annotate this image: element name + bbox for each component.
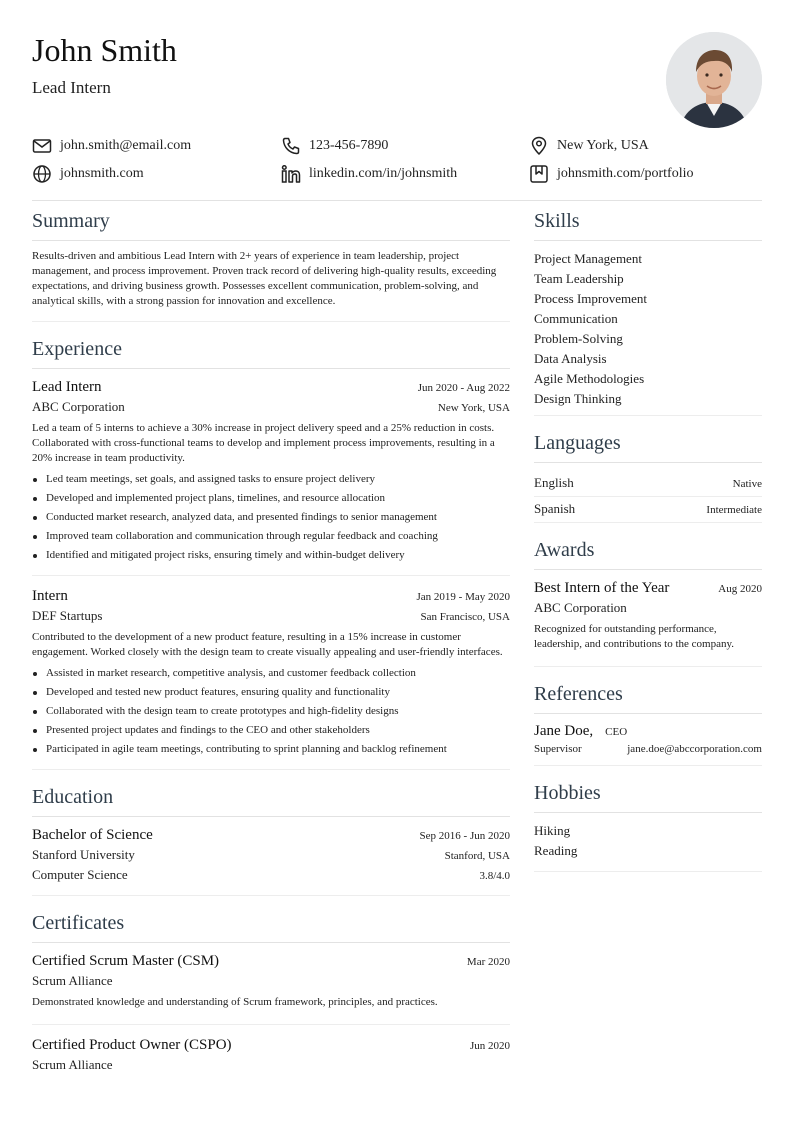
contact-linkedin-text: linkedin.com/in/johnsmith xyxy=(309,166,458,181)
contact-website[interactable] xyxy=(32,162,144,186)
education-location: Stanford, USA xyxy=(444,850,510,862)
linkedin-icon xyxy=(281,164,301,184)
job-bullets xyxy=(32,470,510,565)
mail-icon xyxy=(32,136,52,156)
certificate-date: Mar 2020 xyxy=(466,956,510,968)
certificate-issuer: Scrum Alliance xyxy=(32,973,113,988)
contact-email-text: john.smith@email.com xyxy=(60,138,192,153)
job-description: Led a team of 5 interns to achieve a 30% increase in project delivery speed and a 25% reduction in costs. Collaborated with cross-functional teams to develop and implement process improvements, resulting in a 20% increase in team productivity. xyxy=(32,422,495,464)
contact-phone-text: 123-456-7890 xyxy=(309,138,389,153)
certificate-name: Certified Scrum Master (CSM) xyxy=(32,953,220,969)
reference-role: CEO xyxy=(605,726,628,738)
education-item xyxy=(32,825,510,896)
job-bullet: Conducted market research, analyzed data, and presented findings to senior management xyxy=(32,508,510,527)
job-bullet: Developed and implemented project plans, timelines, and resource allocation xyxy=(32,489,510,508)
profile-photo xyxy=(666,32,762,128)
hobby-item: Reading xyxy=(534,843,578,858)
job-location: New York, USA xyxy=(437,402,510,414)
certificate-name: Certified Product Owner (CSPO) xyxy=(32,1037,232,1053)
certificate-item xyxy=(32,951,510,1025)
certificates-heading: Certificates xyxy=(32,910,510,943)
awards-heading: Awards xyxy=(534,537,762,570)
references-heading: References xyxy=(534,681,762,714)
skills-section xyxy=(534,208,762,416)
reference-item xyxy=(534,722,762,766)
job-location: San Francisco, USA xyxy=(420,611,510,623)
job-dates: Jan 2019 - May 2020 xyxy=(416,591,510,603)
experience-item xyxy=(32,586,510,770)
certificates-section xyxy=(32,910,510,1085)
right-column xyxy=(534,208,762,886)
skill-item: Communication xyxy=(534,311,618,326)
award-item xyxy=(534,578,762,667)
experience-heading: Experience xyxy=(32,336,510,369)
job-bullet: Assisted in market research, competitive analysis, and customer feedback collection xyxy=(32,664,510,683)
header-divider xyxy=(32,200,762,201)
certificate-item xyxy=(32,1035,510,1085)
awards-section xyxy=(534,537,762,667)
skills-divider xyxy=(534,415,762,416)
contact-portfolio-text: johnsmith.com/portfolio xyxy=(557,166,694,181)
contact-website-text: johnsmith.com xyxy=(60,166,144,181)
languages-section xyxy=(534,430,762,523)
candidate-name: John Smith xyxy=(32,32,177,68)
skill-item: Design Thinking xyxy=(534,391,622,406)
education-section xyxy=(32,784,510,896)
candidate-title: Lead Intern xyxy=(32,78,111,97)
skill-item: Team Leadership xyxy=(534,271,624,286)
award-name: Best Intern of the Year xyxy=(534,580,670,596)
globe-icon xyxy=(32,164,52,184)
job-bullets xyxy=(32,664,510,759)
job-role: Lead Intern xyxy=(32,379,102,395)
skill-item: Process Improvement xyxy=(534,291,648,306)
job-bullet: Participated in agile team meetings, contributing to sprint planning and backlog refinement xyxy=(32,740,510,759)
skill-item: Data Analysis xyxy=(534,351,607,366)
hobbies-heading: Hobbies xyxy=(534,780,762,813)
job-bullet: Led team meetings, set goals, and assigned tasks to ensure project delivery xyxy=(32,470,510,489)
experience-item xyxy=(32,377,510,576)
job-bullet: Collaborated with the design team to create prototypes and high-fidelity designs xyxy=(32,702,510,721)
hobby-item: Hiking xyxy=(534,823,571,838)
certificate-date: Jun 2020 xyxy=(469,1040,510,1052)
reference-relation: Supervisor xyxy=(534,743,582,755)
certificate-issuer: Scrum Alliance xyxy=(32,1057,113,1072)
job-bullet: Developed and tested new product features, ensuring quality and functionality xyxy=(32,683,510,702)
summary-section xyxy=(32,208,510,322)
contact-email[interactable] xyxy=(32,134,191,158)
job-bullet: Improved team collaboration and communication through regular feedback and coaching xyxy=(32,527,510,546)
summary-text: Results-driven and ambitious Lead Intern with 2+ years of experience in team leadership, project management, and process improvement. Proven track record of delivering high-quality results, exceeding expectations, and driving business growth. Possesses excellent communication, problem-solving, and analytical skills, with a strong passion for innovation and excellence. xyxy=(32,250,497,307)
skill-item: Problem-Solving xyxy=(534,331,623,346)
award-org: ABC Corporation xyxy=(534,600,627,615)
reference-name: Jane Doe, xyxy=(534,723,594,739)
contact-linkedin[interactable] xyxy=(281,162,457,186)
hobbies-section xyxy=(534,780,762,872)
award-date: Aug 2020 xyxy=(718,583,762,595)
contact-location-text: New York, USA xyxy=(557,138,649,153)
education-gpa: 3.8/4.0 xyxy=(479,870,510,882)
summary-divider xyxy=(32,321,510,322)
award-description: Recognized for outstanding performance, leadership, and contributions to the company. xyxy=(534,623,734,650)
references-section xyxy=(534,681,762,766)
phone-icon xyxy=(281,136,301,156)
contact-portfolio[interactable] xyxy=(529,162,694,186)
resume-page xyxy=(32,0,762,1123)
reference-email[interactable]: jane.doe@abccorporation.com xyxy=(627,743,762,755)
hobbies-divider xyxy=(534,871,762,872)
language-level: Native xyxy=(732,478,762,490)
education-heading: Education xyxy=(32,784,510,817)
skill-item: Agile Methodologies xyxy=(534,371,645,386)
education-school: Stanford University xyxy=(32,847,135,862)
language-name: Spanish xyxy=(534,501,576,516)
job-bullet: Presented project updates and findings to the CEO and other stakeholders xyxy=(32,721,510,740)
certificate-description: Demonstrated knowledge and understanding of Scrum framework, principles, and practices. xyxy=(32,996,438,1008)
job-description: Contributed to the development of a new product feature, resulting in a 15% increase in customer engagement. Worked closely with the design team to create visually appealing and user-friendly interfaces. xyxy=(32,631,503,658)
language-row xyxy=(534,497,762,523)
summary-heading: Summary xyxy=(32,208,510,241)
job-bullet: Identified and mitigated project risks, ensuring timely and within-budget delivery xyxy=(32,546,510,565)
language-level: Intermediate xyxy=(706,504,762,516)
language-row xyxy=(534,471,762,497)
bookmark-icon xyxy=(529,164,549,184)
skill-item: Project Management xyxy=(534,251,642,266)
languages-heading: Languages xyxy=(534,430,762,463)
skills-heading: Skills xyxy=(534,208,762,241)
language-name: English xyxy=(534,475,574,490)
education-field: Computer Science xyxy=(32,867,128,882)
job-company: DEF Startups xyxy=(32,608,103,623)
contact-phone[interactable] xyxy=(281,134,388,158)
job-company: ABC Corporation xyxy=(32,399,125,414)
contact-location xyxy=(529,134,649,158)
education-dates: Sep 2016 - Jun 2020 xyxy=(419,830,510,842)
experience-section xyxy=(32,336,510,770)
job-dates: Jun 2020 - Aug 2022 xyxy=(417,382,510,394)
map-pin-icon xyxy=(529,136,549,156)
job-role: Intern xyxy=(32,588,68,604)
left-column xyxy=(32,208,510,1099)
education-degree: Bachelor of Science xyxy=(32,827,153,843)
